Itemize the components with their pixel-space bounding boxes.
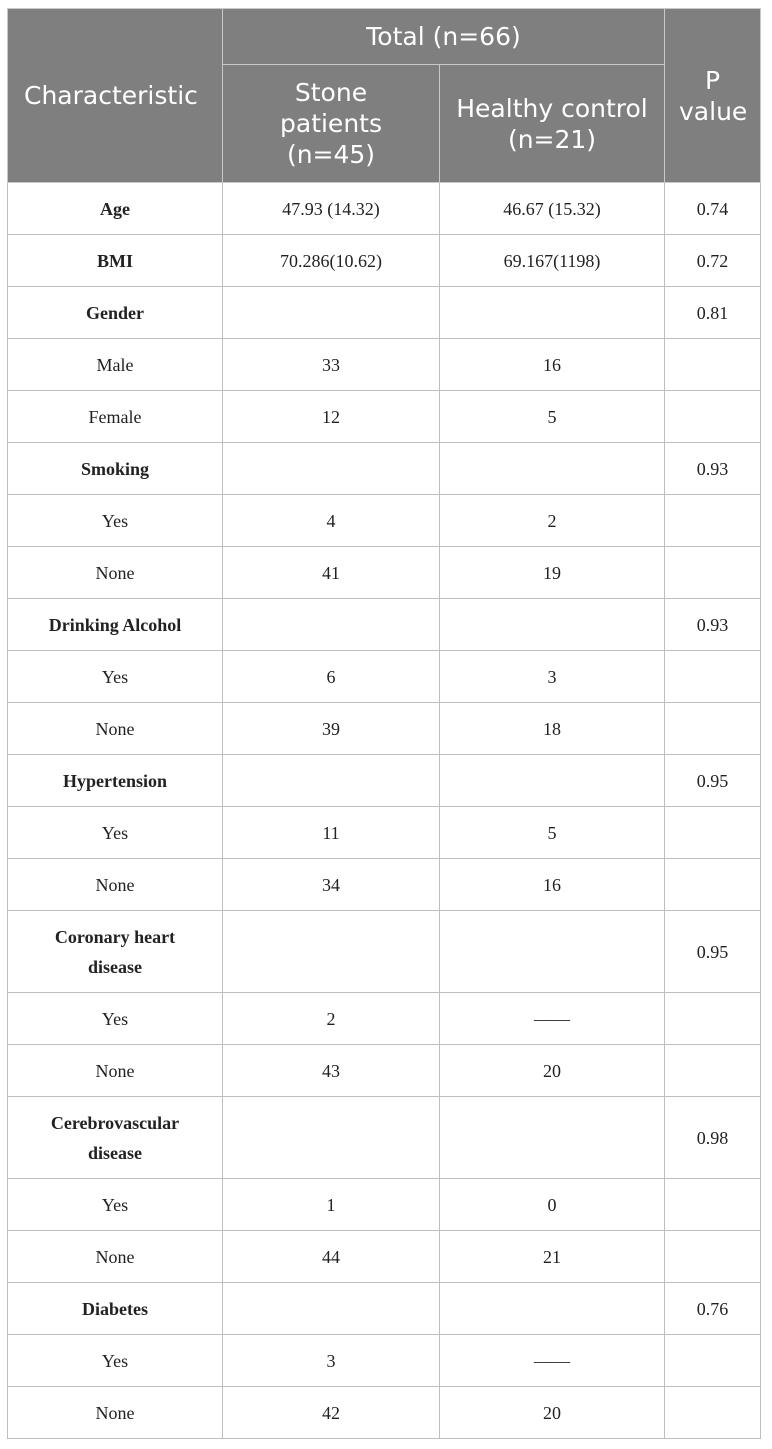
- table-row: [8, 1231, 761, 1283]
- cell-characteristic: Yes: [8, 993, 223, 1045]
- cell-healthy-control: 18: [440, 703, 665, 755]
- cell-stone-patients: [223, 599, 440, 651]
- cell-characteristic: Hypertension: [8, 755, 223, 807]
- cell-healthy-control: [440, 1283, 665, 1335]
- cell-healthy-control: 69.167(1198): [440, 235, 665, 287]
- cell-healthy-control: ——: [440, 1335, 665, 1387]
- cell-characteristic: Smoking: [8, 443, 223, 495]
- cell-healthy-control: 20: [440, 1387, 665, 1439]
- cell-p-value: [665, 703, 761, 755]
- cell-p-value: [665, 1335, 761, 1387]
- table-row-category: [8, 755, 761, 807]
- cell-p-value: 0.98: [665, 1097, 761, 1179]
- cell-stone-patients: [223, 755, 440, 807]
- table-row-category: [8, 911, 761, 993]
- cell-characteristic: None: [8, 859, 223, 911]
- table-row-category: [8, 599, 761, 651]
- cell-p-value: [665, 807, 761, 859]
- cell-characteristic: None: [8, 703, 223, 755]
- table-row: [8, 859, 761, 911]
- cell-stone-patients: 1: [223, 1179, 440, 1231]
- cell-p-value: 0.72: [665, 235, 761, 287]
- cell-characteristic: Gender: [8, 287, 223, 339]
- cell-stone-patients: 44: [223, 1231, 440, 1283]
- cell-p-value: [665, 391, 761, 443]
- cell-healthy-control: ——: [440, 993, 665, 1045]
- cell-characteristic: None: [8, 1387, 223, 1439]
- cell-characteristic: Coronary heart disease: [8, 911, 223, 993]
- cell-healthy-control: [440, 599, 665, 651]
- cell-healthy-control: 2: [440, 495, 665, 547]
- cell-characteristic: Female: [8, 391, 223, 443]
- table-row: [8, 1335, 761, 1387]
- table-row: [8, 1179, 761, 1231]
- cell-healthy-control: 20: [440, 1045, 665, 1097]
- cell-p-value: [665, 1231, 761, 1283]
- cell-stone-patients: 41: [223, 547, 440, 599]
- cell-p-value: [665, 1387, 761, 1439]
- cell-stone-patients: [223, 443, 440, 495]
- cell-p-value: 0.95: [665, 911, 761, 993]
- table-container: [7, 8, 761, 1439]
- cell-healthy-control: 46.67 (15.32): [440, 183, 665, 235]
- cell-stone-patients: 42: [223, 1387, 440, 1439]
- table-row-category: [8, 287, 761, 339]
- cell-characteristic: None: [8, 547, 223, 599]
- cell-p-value: 0.93: [665, 599, 761, 651]
- cell-characteristic: None: [8, 1231, 223, 1283]
- cell-characteristic: Diabetes: [8, 1283, 223, 1335]
- cell-healthy-control: [440, 443, 665, 495]
- cell-stone-patients: 12: [223, 391, 440, 443]
- table-row: [8, 1387, 761, 1439]
- cell-stone-patients: 47.93 (14.32): [223, 183, 440, 235]
- cell-healthy-control: 21: [440, 1231, 665, 1283]
- cell-p-value: [665, 547, 761, 599]
- cell-healthy-control: [440, 755, 665, 807]
- cell-stone-patients: [223, 1283, 440, 1335]
- cell-stone-patients: 6: [223, 651, 440, 703]
- cell-characteristic: Yes: [8, 495, 223, 547]
- header-characteristic: Characteristic: [8, 9, 223, 183]
- cell-healthy-control: [440, 287, 665, 339]
- cell-stone-patients: 11: [223, 807, 440, 859]
- cell-stone-patients: 39: [223, 703, 440, 755]
- cell-stone-patients: 33: [223, 339, 440, 391]
- cell-characteristic: Yes: [8, 651, 223, 703]
- cell-characteristic: Male: [8, 339, 223, 391]
- cell-healthy-control: 0: [440, 1179, 665, 1231]
- table-row: [8, 495, 761, 547]
- cell-healthy-control: 16: [440, 339, 665, 391]
- table-row-category: [8, 443, 761, 495]
- cell-p-value: [665, 339, 761, 391]
- cell-healthy-control: 16: [440, 859, 665, 911]
- cell-p-value: [665, 1045, 761, 1097]
- table-row-category: [8, 1283, 761, 1335]
- cell-stone-patients: 34: [223, 859, 440, 911]
- header-stone-patients: Stone patients (n=45): [223, 65, 440, 183]
- cell-p-value: 0.81: [665, 287, 761, 339]
- header-total: Total (n=66): [223, 9, 665, 65]
- cell-p-value: 0.93: [665, 443, 761, 495]
- table-row: [8, 1045, 761, 1097]
- cell-stone-patients: [223, 911, 440, 993]
- cell-healthy-control: 5: [440, 807, 665, 859]
- table-row: [8, 235, 761, 287]
- cell-characteristic: BMI: [8, 235, 223, 287]
- cell-stone-patients: 43: [223, 1045, 440, 1097]
- table-body: [8, 183, 761, 1439]
- cell-characteristic: None: [8, 1045, 223, 1097]
- cell-characteristic: Age: [8, 183, 223, 235]
- table-row: [8, 703, 761, 755]
- table-row: [8, 339, 761, 391]
- cell-p-value: [665, 993, 761, 1045]
- table-row: [8, 807, 761, 859]
- header-healthy-control: Healthy control (n=21): [440, 65, 665, 183]
- cell-healthy-control: [440, 1097, 665, 1179]
- cell-stone-patients: [223, 1097, 440, 1179]
- table-row: [8, 183, 761, 235]
- cell-characteristic: Yes: [8, 807, 223, 859]
- cell-p-value: [665, 859, 761, 911]
- table-row: [8, 391, 761, 443]
- cell-stone-patients: [223, 287, 440, 339]
- cell-characteristic: Drinking Alcohol: [8, 599, 223, 651]
- table-row: [8, 651, 761, 703]
- cell-stone-patients: 2: [223, 993, 440, 1045]
- cell-p-value: [665, 495, 761, 547]
- table-row-category: [8, 1097, 761, 1179]
- table-row: [8, 993, 761, 1045]
- cell-healthy-control: 19: [440, 547, 665, 599]
- cell-characteristic: Yes: [8, 1179, 223, 1231]
- cell-p-value: 0.76: [665, 1283, 761, 1335]
- cell-characteristic: Cerebrovascular disease: [8, 1097, 223, 1179]
- cell-p-value: [665, 1179, 761, 1231]
- cell-p-value: 0.74: [665, 183, 761, 235]
- cell-stone-patients: 3: [223, 1335, 440, 1387]
- characteristics-table: [7, 8, 761, 1439]
- table-row: [8, 547, 761, 599]
- cell-stone-patients: 4: [223, 495, 440, 547]
- header-pvalue: P value: [665, 9, 761, 183]
- cell-p-value: [665, 651, 761, 703]
- cell-healthy-control: 5: [440, 391, 665, 443]
- cell-healthy-control: [440, 911, 665, 993]
- cell-healthy-control: 3: [440, 651, 665, 703]
- cell-stone-patients: 70.286(10.62): [223, 235, 440, 287]
- cell-p-value: 0.95: [665, 755, 761, 807]
- cell-characteristic: Yes: [8, 1335, 223, 1387]
